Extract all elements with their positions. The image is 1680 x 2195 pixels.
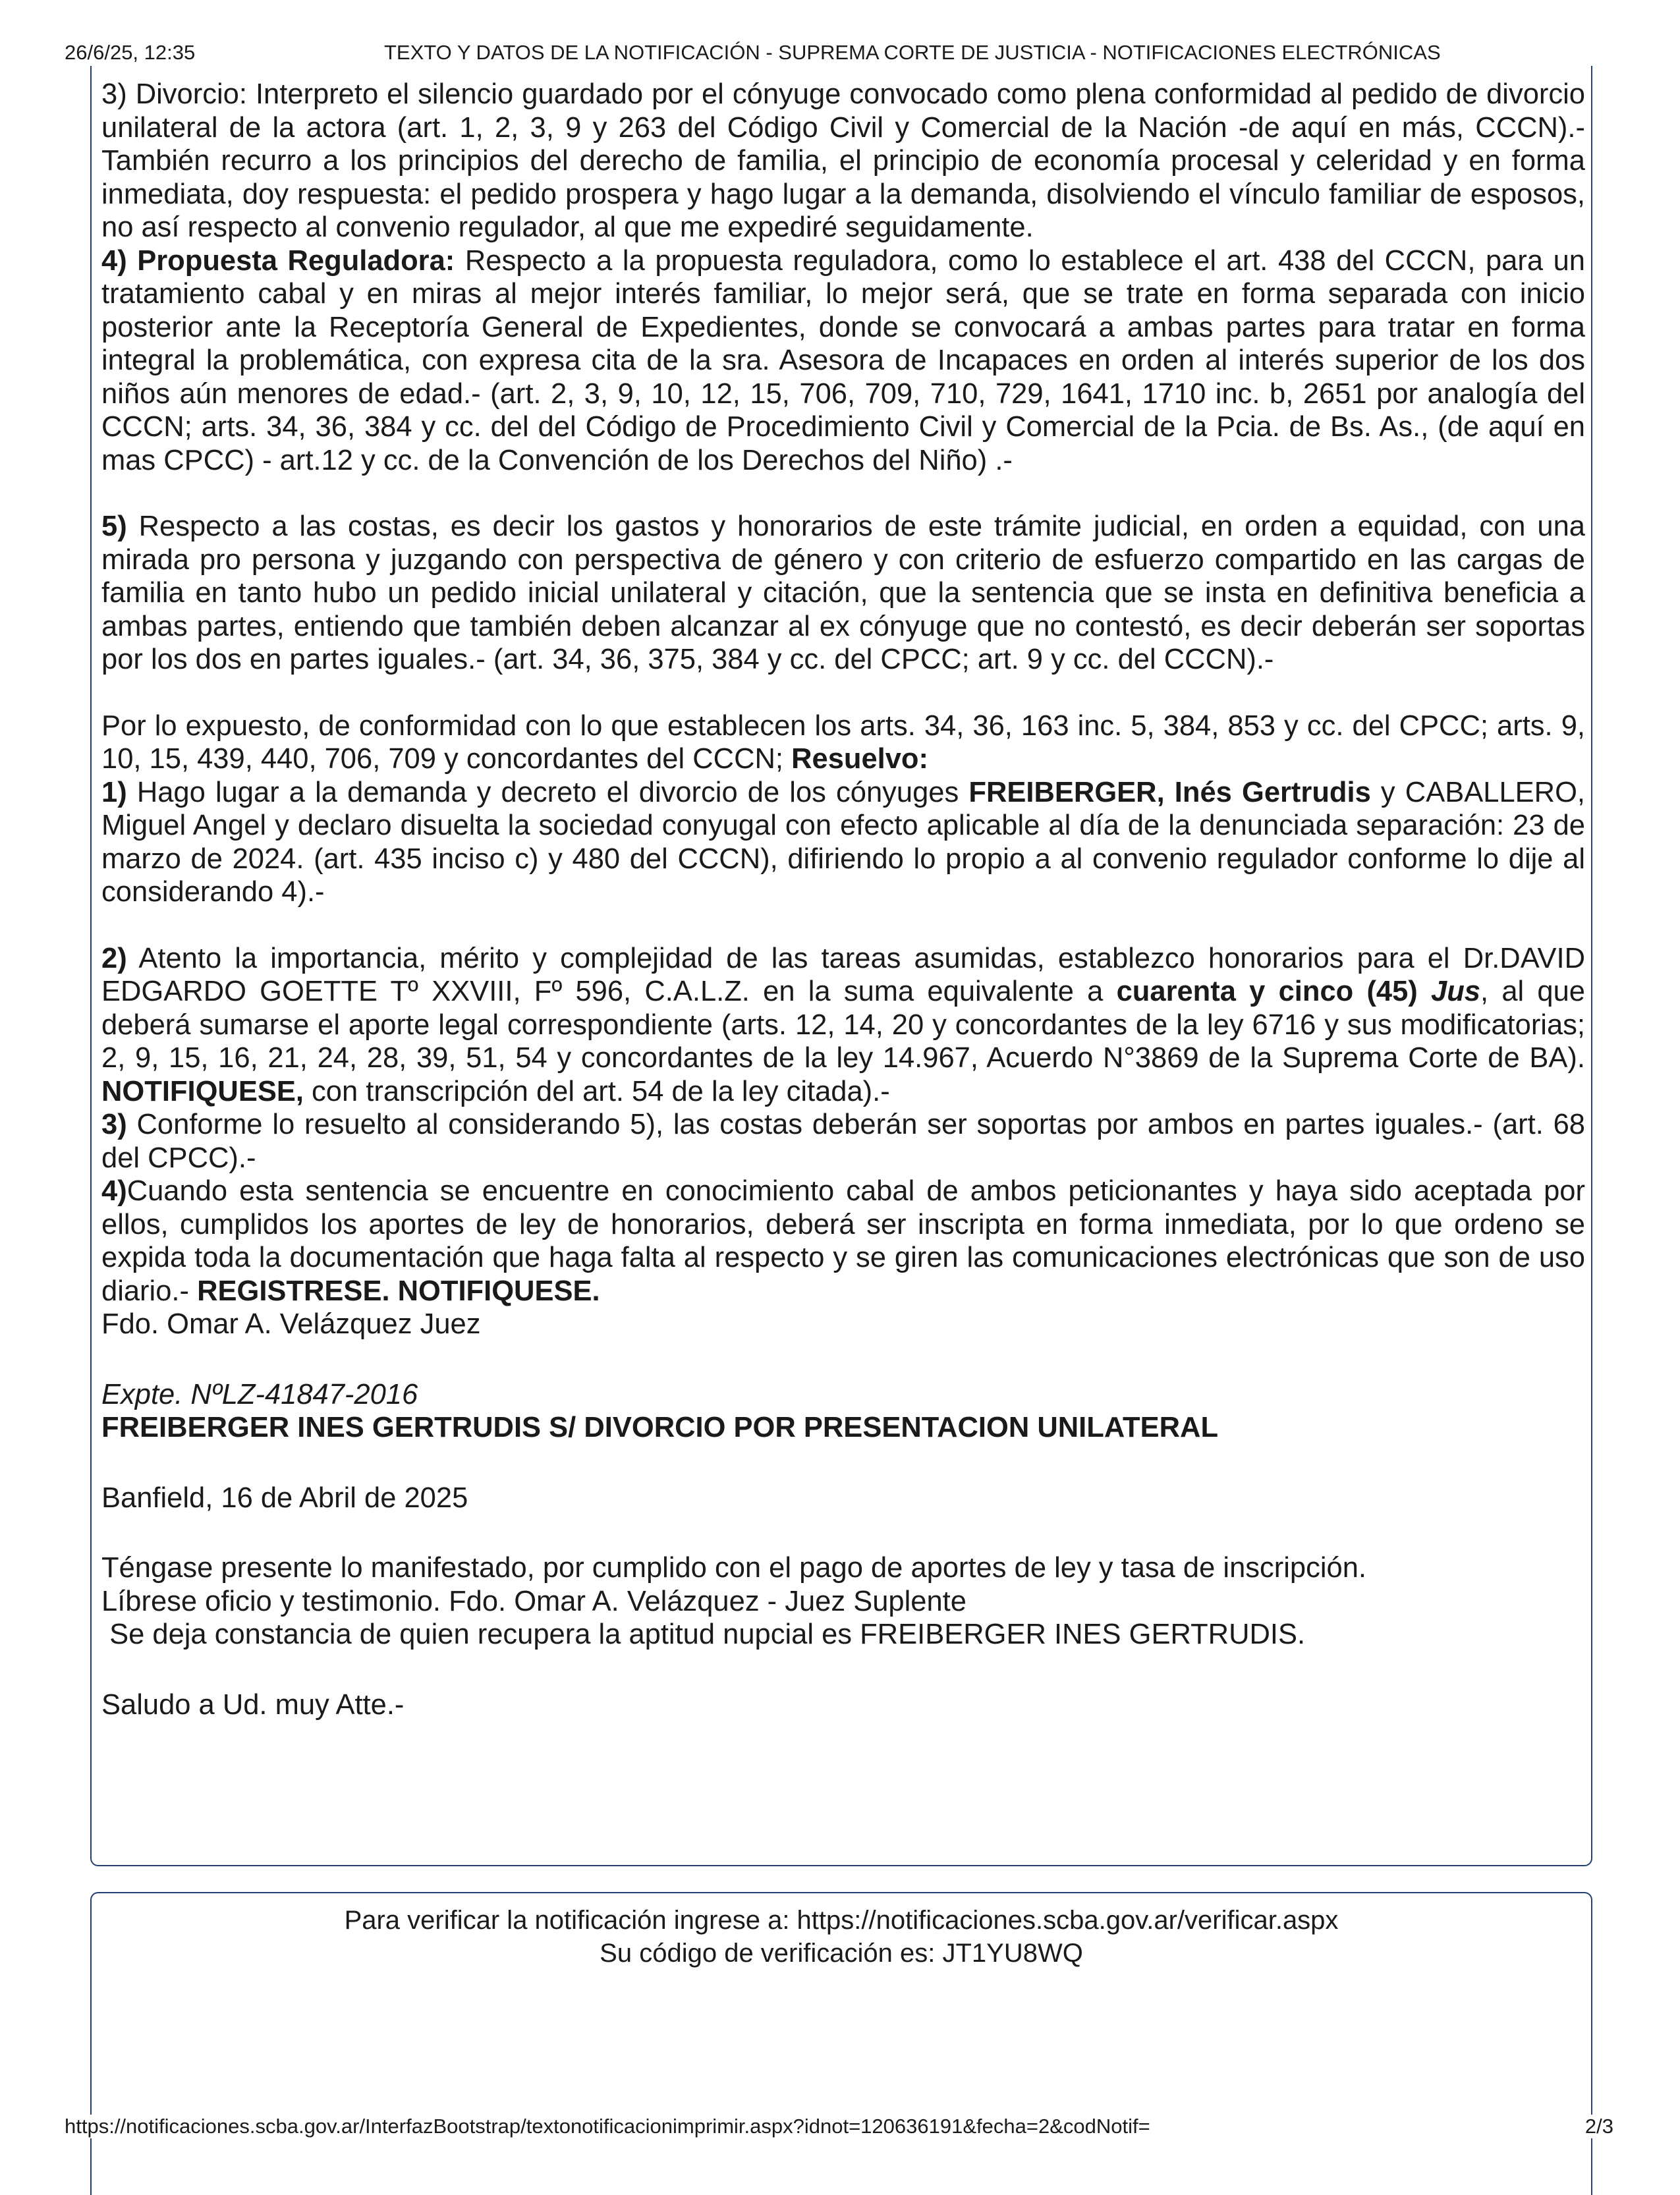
paragraph-divorcio: 3) Divorcio: Interpreto el silencio guardado por el cónyuge convocado como plena conformidad al pedido de divorcio unilateral de la actora (art. 1, 2, 3, 9 y 263 del Código Civil y Comercial de la Nación -de aquí en más, CCCN).- También recurro a los principios del derecho de familia, el principio de economía procesal y celeridad y en forma inmediata, doy respuesta: el pedido prospera y hago lugar a la demanda, disolviendo el vínculo familiar de esposos, no así respecto al convenio regulador, al que me expediré seguidamente.	[101, 78, 1585, 243]
line-tengase: Téngase presente lo manifestado, por cumplido con el pago de aportes de ley y tasa de inscripción.	[101, 1552, 1366, 1584]
verification-url-line: Para verificar la notificación ingrese a: https://notificaciones.scba.gov.ar/verificar.aspx	[344, 1906, 1339, 1935]
resolution-item-1: 1) Hago lugar a la demanda y decreto el divorcio de los cónyuges FREIBERGER, Inés Gertrudis y CABALLERO, Miguel Angel y declaro disuelta la sociedad conyugal con efecto aplicable al día de la denunciada separación: 23 de marzo de 2024. (art. 435 inciso c) y 480 del CCCN), difiriendo lo propio a al convenio regulador conforme lo dije al considerando 4).-	[101, 776, 1585, 908]
verification-text	[90, 1904, 1592, 1970]
closing-salutation: Saludo a Ud. muy Atte.-	[101, 1688, 405, 1721]
notification-body	[101, 78, 1585, 1721]
paragraph-costas: 5) Respecto a las costas, es decir los gastos y honorarios de este trámite judicial, en orden a equidad, con una mirada pro persona y juzgando con perspectiva de género y con criterio de esfuerzo compartido en las cargas de familia en tanto hubo un pedido inicial unilateral y citación, que la sentencia que se insta en definitiva beneficia a ambas partes, entiendo que también deben alcanzar al ex cónyuge que no contestó, es decir deberán ser soportas por los dos en partes iguales.- (art. 34, 36, 375, 384 y cc. del CPCC; art. 9 y cc. del CCCN).-	[101, 511, 1585, 675]
propuesta-label: 4) Propuesta Reguladora:	[101, 244, 455, 277]
line-constancia: Se deja constancia de quien recupera la aptitud nupcial es FREIBERGER INES GERTRUDIS.	[101, 1619, 1306, 1650]
resuelvo-label: Resuelvo:	[791, 743, 928, 775]
print-datetime: 26/6/25, 12:35	[65, 41, 196, 64]
paragraph-propuesta: 4) Propuesta Reguladora: Respecto a la propuesta reguladora, como lo establece el art. 438 del CCCN, para un tratamiento cabal y en miras al mejor interés familiar, lo mejor será, que se trate en forma separada con inicio posterior ante la Receptoría General de Expedientes, donde se convocará a ambas partes para tratar en forma integral la problemática, con expresa cita de la sra. Asesora de Incapaces en orden al interés superior de los dos niños aún menores de edad.- (art. 2, 3, 9, 10, 12, 15, 706, 709, 710, 729, 1641, 1710 inc. b, 2651 por analogía del CCCN; arts. 34, 36, 384 y cc. del del Código de Procedimiento Civil y Comercial de la Pcia. de Bs. As., (de aquí en mas CPCC) - art.12 y cc. de la Convención de los Derechos del Niño) .-	[101, 244, 1585, 476]
line-librese: Líbrese oficio y testimonio. Fdo. Omar A. Velázquez - Juez Suplente	[101, 1585, 966, 1617]
print-header-title: TEXTO Y DATOS DE LA NOTIFICACIÓN - SUPREMA CORTE DE JUSTICIA - NOTIFICACIONES ELECTRÓNICAS	[384, 41, 1441, 64]
signature-judge: Fdo. Omar A. Velázquez Juez	[101, 1308, 481, 1340]
verification-code-line: Su código de verificación es: JT1YU8WQ	[600, 1939, 1083, 1968]
resolution-item-3: 3) Conforme lo resuelto al considerando 5), las costas deberán ser soportas por ambos en partes iguales.- (art. 68 del CPCC).-	[101, 1109, 1585, 1174]
page-number: 2/3	[1584, 2115, 1613, 2138]
resolution-item-4: 4)Cuando esta sentencia se encuentre en conocimiento cabal de ambos peticionantes y haya sido aceptada por ellos, cumplidos los aportes de ley de honorarios, deberá ser inscripta en forma inmediata, por lo que ordeno se expida toda la documentación que haga falta al respecto y se giren las comunicaciones electrónicas que son de uso diario.- REGISTRESE. NOTIFIQUESE.	[101, 1175, 1585, 1307]
case-title: FREIBERGER INES GERTRUDIS S/ DIVORCIO POR PRESENTACION UNILATERAL	[101, 1412, 1219, 1443]
resolution-item-2: 2) Atento la importancia, mérito y complejidad de las tareas asumidas, establezco honorarios para el Dr.DAVID EDGARDO GOETTE Tº XXVIII, Fº 596, C.A.L.Z. en la suma equivalente a cuarenta y cinco (45) Jus, al que deberá sumarse el aporte legal correspondiente (arts. 12, 14, 20 y concordantes de la ley 6716 y sus modificatorias; 2, 9, 15, 16, 21, 24, 28, 39, 51, 54 y concordantes de la ley 14.967, Acuerdo N°3869 de la Suprema Corte de BA). NOTIFIQUESE, con transcripción del art. 54 de la ley citada).-	[101, 942, 1585, 1107]
print-footer-url: https://notificaciones.scba.gov.ar/InterfazBootstrap/textonotificacionimprimir.aspx?idnot=120636191&fecha=2&codNotif=	[65, 2115, 1150, 2138]
expediente-number: Expte. NºLZ-41847-2016	[101, 1378, 418, 1410]
paragraph-por-lo-expuesto: Por lo expuesto, de conformidad con lo que establecen los arts. 34, 36, 163 inc. 5, 384, 853 y cc. del CPCC; arts. 9, 10, 15, 439, 440, 706, 709 y concordantes del CCCN; Resuelvo:	[101, 709, 1585, 775]
place-date: Banfield, 16 de Abril de 2025	[101, 1482, 468, 1514]
